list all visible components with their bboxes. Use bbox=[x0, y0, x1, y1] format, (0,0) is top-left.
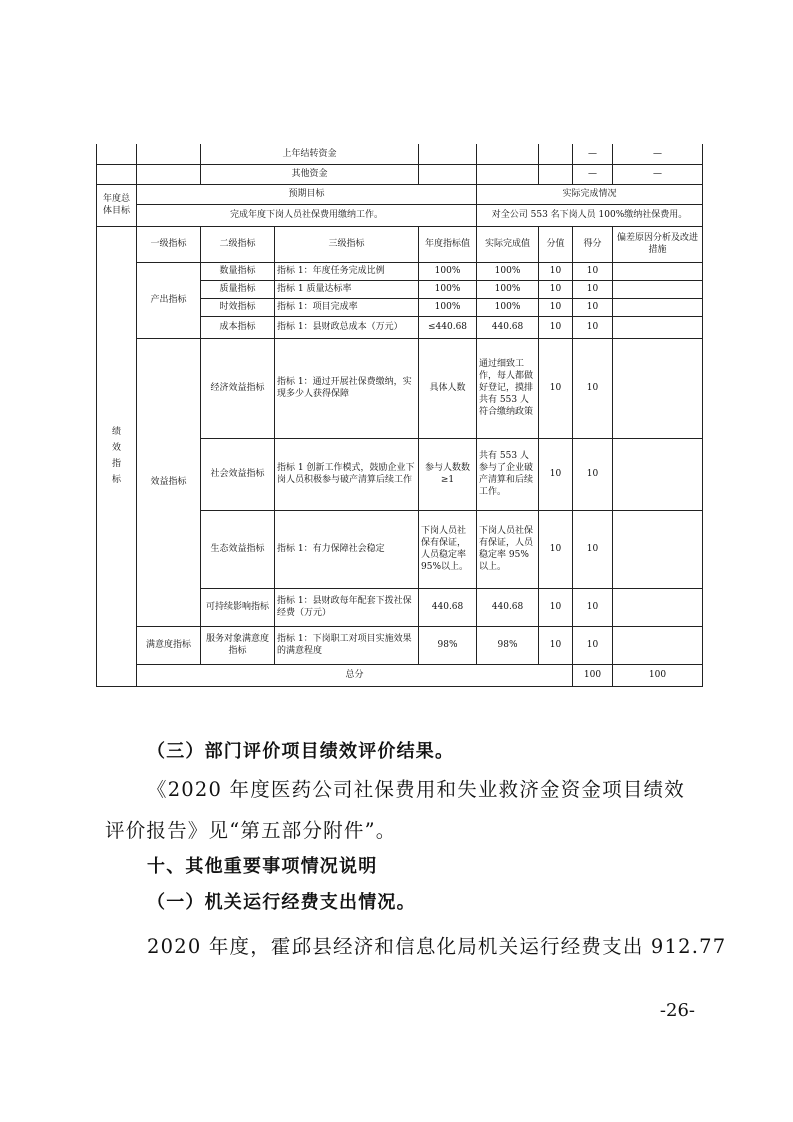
header-level2: 二级指标 bbox=[201, 226, 275, 262]
level3-cell: 指标 1 创新工作模式，鼓励企业下岗人员积极参与破产清算后续工作 bbox=[275, 438, 419, 510]
performance-table-container bbox=[96, 144, 703, 687]
page-number: -26- bbox=[659, 1000, 695, 1021]
total-score: 100 bbox=[613, 664, 703, 686]
header-level3: 三级指标 bbox=[275, 226, 419, 262]
deviation-cell bbox=[613, 626, 703, 664]
target-cell: 440.68 bbox=[419, 588, 477, 626]
benefit-indicators-label: 效益指标 bbox=[137, 338, 201, 626]
target-cell: ≤440.68 bbox=[419, 316, 477, 338]
level2-cell: 服务对象满意度指标 bbox=[201, 626, 275, 664]
deviation-cell bbox=[613, 280, 703, 298]
score-cell: 10 bbox=[573, 438, 613, 510]
level3-cell: 指标 1：下岗职工对项目实施效果的满意程度 bbox=[275, 626, 419, 664]
fund-row-carryover bbox=[97, 144, 703, 164]
score-cell: 10 bbox=[573, 626, 613, 664]
paragraph-line: 2020 年度，霍邱县经济和信息化局机关运行经费支出 912.77 bbox=[147, 935, 727, 958]
actual-cell: 100% bbox=[477, 262, 539, 280]
level3-cell: 指标 1 质量达标率 bbox=[275, 280, 419, 298]
weight-cell: 10 bbox=[539, 316, 573, 338]
weight-cell: 10 bbox=[539, 280, 573, 298]
paragraph-line: 《2020 年度医药公司社保费用和失业救济金资金项目绩效 bbox=[147, 778, 685, 801]
deviation-cell bbox=[613, 298, 703, 316]
score-cell: 10 bbox=[573, 262, 613, 280]
score-cell: 10 bbox=[573, 510, 613, 588]
level2-cell: 数量指标 bbox=[201, 262, 275, 280]
satisfaction-row bbox=[97, 626, 703, 664]
section-heading-3: （三）部门评价项目绩效评价结果。 bbox=[147, 741, 455, 762]
weight-cell: 10 bbox=[539, 626, 573, 664]
level2-cell: 时效指标 bbox=[201, 298, 275, 316]
expected-goal-header: 预期目标 bbox=[137, 184, 477, 204]
table-row bbox=[97, 262, 703, 280]
score-cell: 10 bbox=[573, 316, 613, 338]
target-cell: 参与人数数≥1 bbox=[419, 438, 477, 510]
level2-cell: 经济效益指标 bbox=[201, 338, 275, 438]
target-cell: 具体人数 bbox=[419, 338, 477, 438]
target-cell: 100% bbox=[419, 298, 477, 316]
total-label: 总分 bbox=[137, 664, 573, 686]
level2-cell: 生态效益指标 bbox=[201, 510, 275, 588]
satisfaction-label: 满意度指标 bbox=[137, 626, 201, 664]
fund-value: — bbox=[613, 144, 703, 164]
weight-cell: 10 bbox=[539, 510, 573, 588]
performance-indicators-label: 绩效指标 bbox=[111, 427, 121, 485]
header-actual: 实际完成值 bbox=[477, 226, 539, 262]
fund-row-other bbox=[97, 164, 703, 184]
target-cell: 98% bbox=[419, 626, 477, 664]
fund-value: — bbox=[573, 164, 613, 184]
actual-cell: 通过细致工作，每人都做好登记，摸排共有 553 人符合缴纳政策 bbox=[477, 338, 539, 438]
deviation-cell bbox=[613, 262, 703, 280]
score-cell: 10 bbox=[573, 338, 613, 438]
fund-value: — bbox=[573, 144, 613, 164]
header-score: 得分 bbox=[573, 226, 613, 262]
level2-cell: 成本指标 bbox=[201, 316, 275, 338]
fund-label: 其他资金 bbox=[201, 164, 419, 184]
header-target: 年度指标值 bbox=[419, 226, 477, 262]
overall-goal-row bbox=[97, 204, 703, 226]
fund-label: 上年结转资金 bbox=[201, 144, 419, 164]
actual-cell: 下岗人员社保有保证，人员稳定率 95%以上。 bbox=[477, 510, 539, 588]
total-weight: 100 bbox=[573, 664, 613, 686]
paragraph-line: 评价报告》见“第五部分附件”。 bbox=[105, 819, 397, 842]
fund-value: — bbox=[613, 164, 703, 184]
deviation-cell bbox=[613, 338, 703, 438]
level2-cell: 质量指标 bbox=[201, 280, 275, 298]
target-cell: 下岗人员社保有保证，人员稳定率 95%以上。 bbox=[419, 510, 477, 588]
weight-cell: 10 bbox=[539, 438, 573, 510]
expected-goal-text: 完成年度下岗人员社保费用缴纳工作。 bbox=[137, 204, 477, 226]
header-deviation: 偏差原因分析及改进措施 bbox=[613, 226, 703, 262]
section-heading-10: 十、其他重要事项情况说明 bbox=[147, 856, 378, 877]
score-cell: 10 bbox=[573, 280, 613, 298]
actual-cell: 100% bbox=[477, 298, 539, 316]
level2-cell: 社会效益指标 bbox=[201, 438, 275, 510]
performance-table bbox=[96, 144, 703, 687]
level3-cell: 指标 1：年度任务完成比例 bbox=[275, 262, 419, 280]
weight-cell: 10 bbox=[539, 298, 573, 316]
total-row bbox=[97, 664, 703, 686]
output-indicators-label: 产出指标 bbox=[137, 262, 201, 338]
subsection-heading: （一）机关运行经费支出情况。 bbox=[147, 892, 416, 913]
deviation-cell bbox=[613, 438, 703, 510]
target-cell: 100% bbox=[419, 280, 477, 298]
actual-cell: 98% bbox=[477, 626, 539, 664]
overall-goal-label: 年度总体目标 bbox=[97, 184, 137, 226]
level2-cell: 可持续影响指标 bbox=[201, 588, 275, 626]
header-level1: 一级指标 bbox=[137, 226, 201, 262]
level3-cell: 指标 1：有力保障社会稳定 bbox=[275, 510, 419, 588]
deviation-cell bbox=[613, 588, 703, 626]
actual-result-text: 对全公司 553 名下岗人员 100%缴纳社保费用。 bbox=[477, 204, 703, 226]
score-cell: 10 bbox=[573, 298, 613, 316]
deviation-cell bbox=[613, 316, 703, 338]
weight-cell: 10 bbox=[539, 338, 573, 438]
level3-cell: 指标 1：县财政每年配套下拨社保经费（万元） bbox=[275, 588, 419, 626]
weight-cell: 10 bbox=[539, 262, 573, 280]
actual-cell: 100% bbox=[477, 280, 539, 298]
deviation-cell bbox=[613, 510, 703, 588]
header-weight: 分值 bbox=[539, 226, 573, 262]
level3-cell: 指标 1：县财政总成本（万元） bbox=[275, 316, 419, 338]
target-cell: 100% bbox=[419, 262, 477, 280]
actual-result-header: 实际完成情况 bbox=[477, 184, 703, 204]
level3-cell: 指标 1：项目完成率 bbox=[275, 298, 419, 316]
indicator-header-row bbox=[97, 226, 703, 262]
overall-goal-header-row bbox=[97, 184, 703, 204]
weight-cell: 10 bbox=[539, 588, 573, 626]
score-cell: 10 bbox=[573, 588, 613, 626]
actual-cell: 440.68 bbox=[477, 588, 539, 626]
level3-cell: 指标 1：通过开展社保费缴纳，实现多少人获得保障 bbox=[275, 338, 419, 438]
table-row bbox=[97, 338, 703, 438]
actual-cell: 440.68 bbox=[477, 316, 539, 338]
actual-cell: 共有 553 人参与了企业破产清算和后续工作。 bbox=[477, 438, 539, 510]
